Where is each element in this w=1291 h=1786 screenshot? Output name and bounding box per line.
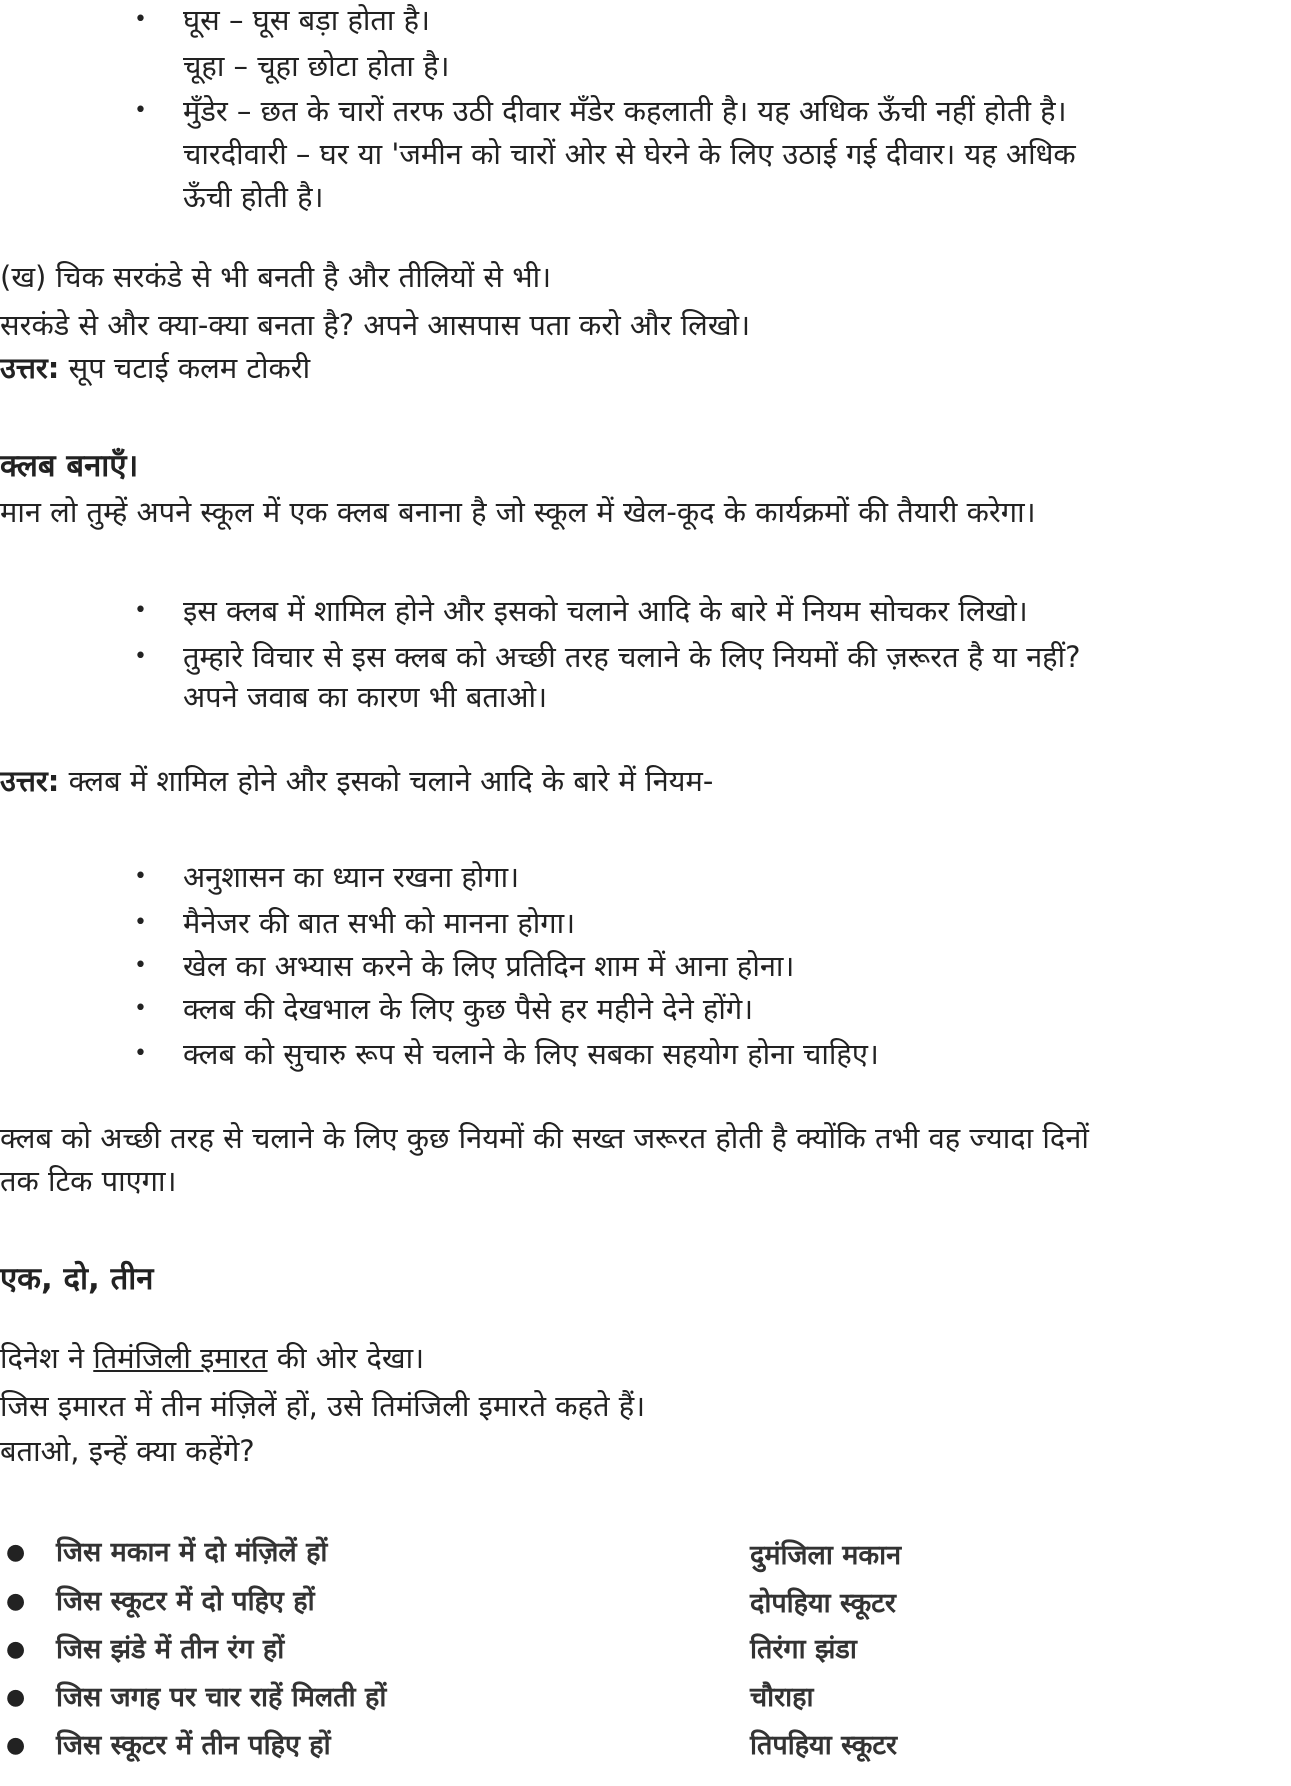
pair-question: जिस स्कूटर में तीन पहिए हों xyxy=(56,1730,331,1761)
list-item-continued: चारदीवारी – घर या 'जमीन को चारों ओर से घेरने के लिए उठाई गई दीवार। यह अधिक xyxy=(183,137,1076,171)
pair-question: जिस मकान में दो मंज़िलें हों xyxy=(56,1537,328,1568)
pair-answer: चौराहा xyxy=(750,1682,814,1713)
pair-question: जिस जगह पर चार राहें मिलती हों xyxy=(56,1682,387,1713)
pair-answer: तिपहिया स्कूटर xyxy=(750,1730,897,1761)
answer-text: सूप चटाई कलम टोकरी xyxy=(59,351,311,385)
answer-label: उत्तर: xyxy=(0,764,60,798)
answer-text: क्लब में शामिल होने और इसको चलाने आदि के बारे में नियम- xyxy=(59,764,714,798)
bullet-icon: • xyxy=(134,98,147,123)
pair-question: जिस झंडे में तीन रंग हों xyxy=(56,1634,285,1665)
list-item: खेल का अभ्यास करने के लिए प्रतिदिन शाम में आना होना। xyxy=(183,949,795,983)
paragraph: बताओ, इन्हें क्या कहेंगे? xyxy=(0,1434,255,1468)
bullet-icon: ● xyxy=(6,1540,26,1565)
underlined-term: तिमंजिली इमारत xyxy=(93,1341,268,1375)
bullet-icon: ● xyxy=(6,1685,26,1710)
question-text: (ख) चिक सरकंडे से भी बनती है और तीलियों से भी। xyxy=(0,260,552,294)
list-item: मैनेजर की बात सभी को मानना होगा। xyxy=(183,906,576,940)
list-item: क्लब की देखभाल के लिए कुछ पैसे हर महीने देने होंगे। xyxy=(183,992,754,1026)
pair-answer: दुमंजिला मकान xyxy=(750,1540,902,1571)
list-item: घूस – घूस बड़ा होता है। xyxy=(183,3,431,37)
paragraph: क्लब को अच्छी तरह से चलाने के लिए कुछ नियमों की सख्त जरूरत होती है क्योंकि तभी वह ज्यादा दिनों xyxy=(0,1121,1089,1155)
text: की ओर देखा। xyxy=(267,1341,425,1375)
bullet-icon: • xyxy=(134,7,147,32)
list-item-continued: चूहा – चूहा छोटा होता है। xyxy=(183,49,450,83)
bullet-icon: • xyxy=(134,996,147,1021)
list-item: अनुशासन का ध्यान रखना होगा। xyxy=(183,860,520,894)
answer-label: उत्तर: xyxy=(0,351,60,385)
list-item: तुम्हारे विचार से इस क्लब को अच्छी तरह चलाने के लिए नियमों की ज़रूरत है या नहीं? xyxy=(183,640,1081,674)
list-item-continued: ऊँची होती है। xyxy=(183,180,324,214)
pair-answer: दोपहिया स्कूटर xyxy=(750,1588,896,1619)
bullet-icon: • xyxy=(134,1041,147,1066)
section-heading: क्लब बनाएँ। xyxy=(0,448,139,484)
list-item: इस क्लब में शामिल होने और इसको चलाने आदि के बारे में नियम सोचकर लिखो। xyxy=(183,594,1028,628)
text: दिनेश ने xyxy=(0,1341,94,1375)
paragraph xyxy=(0,1337,424,1379)
list-item: क्लब को सुचारु रूप से चलाने के लिए सबका सहयोग होना चाहिए। xyxy=(183,1037,879,1071)
section-heading: एक, दो, तीन xyxy=(0,1261,154,1297)
paragraph: तक टिक पाएगा। xyxy=(0,1164,177,1198)
paragraph: मान लो तुम्हें अपने स्कूल में एक क्लब बनाना है जो स्कूल में खेल-कूद के कार्यक्रमों की तैयारी करेगा। xyxy=(0,495,1036,529)
list-item: मुँडेर – छत के चारों तरफ उठी दीवार मँडेर कहलाती है। यह अधिक ऊँची नहीं होती है। xyxy=(183,94,1067,128)
pair-answer: तिरंगा झंडा xyxy=(750,1634,857,1665)
bullet-icon: • xyxy=(134,864,147,889)
bullet-icon: ● xyxy=(6,1637,26,1662)
answer-line xyxy=(0,347,310,389)
bullet-icon: ● xyxy=(6,1733,26,1758)
bullet-icon: ● xyxy=(6,1589,26,1614)
question-text: सरकंडे से और क्या-क्या बनता है? अपने आसपास पता करो और लिखो। xyxy=(0,308,751,342)
answer-line xyxy=(0,760,713,802)
bullet-icon: • xyxy=(134,644,147,669)
paragraph: जिस इमारत में तीन मंज़िलें हों, उसे तिमंजिली इमारते कहते हैं। xyxy=(0,1389,646,1423)
bullet-icon: • xyxy=(134,953,147,978)
bullet-icon: • xyxy=(134,598,147,623)
pair-question: जिस स्कूटर में दो पहिए हों xyxy=(56,1586,315,1617)
list-item-continued: अपने जवाब का कारण भी बताओ। xyxy=(183,680,548,714)
bullet-icon: • xyxy=(134,910,147,935)
